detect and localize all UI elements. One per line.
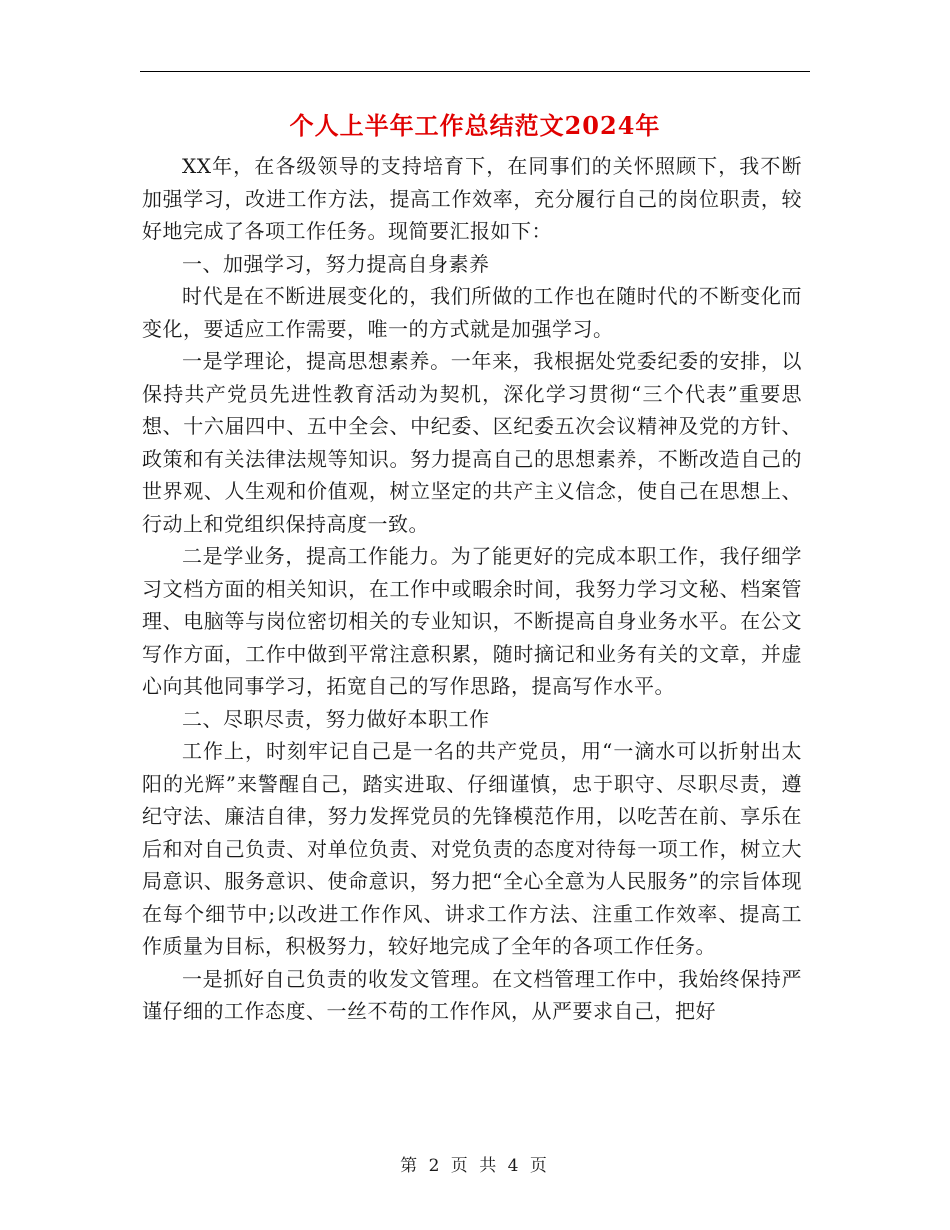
- page-footer: 第 2 页 共 4 页: [400, 1156, 550, 1176]
- section-heading-2: 二、尽职尽责，努力做好本职工作: [182, 706, 490, 731]
- paragraph-intro: XX年，在各级领导的支持培育下，在同事们的关怀照顾下，我不断加强学习，改进工作方法，提高工作效率，充分履行自己的岗位职责，较好地完成了各项工作任务。现简要汇报如下：: [142, 154, 802, 243]
- paragraph: 二是学业务，提高工作能力。为了能更好的完成本职工作，我仔细学习文档方面的相关知识，在工作中或暇余时间，我努力学习文秘、档案管理、电脑等与岗位密切相关的专业知识，不断提高自身业务水平。在公文写作方面，工作中做到平常注意积累，随时摘记和业务有关的文章，并虚心向其他同事学习，拓宽自己的写作思路，提高写作水平。: [142, 544, 802, 698]
- header-rule: [140, 71, 810, 72]
- section-heading-1: 一、加强学习，努力提高自身素养: [182, 251, 490, 276]
- document-title: 个人上半年工作总结范文2024年: [289, 111, 661, 140]
- paragraph: 一是抓好自己负责的收发文管理。在文档管理工作中，我始终保持严谨仔细的工作态度、一丝不苟的工作作风，从严要求自己，把好: [142, 966, 802, 1023]
- paragraph: 工作上，时刻牢记自己是一名的共产党员，用“一滴水可以折射出太阳的光辉”来警醒自己，踏实进取、仔细谨慎，忠于职守、尽职尽责，遵纪守法、廉洁自律，努力发挥党员的先锋模范作用，以吃苦在前、享乐在后和对自己负责、对单位负责、对党负责的态度对待每一项工作，树立大局意识、服务意识、使命意识，努力把“全心全意为人民服务”的宗旨体现在每个细节中;以改进工作作风、讲求工作方法、注重工作效率、提高工作质量为目标，积极努力，较好地完成了全年的各项工作任务。: [142, 739, 802, 958]
- document-body: [142, 150, 802, 1028]
- paragraph: 时代是在不断进展变化的，我们所做的工作也在随时代的不断变化而变化，要适应工作需要，唯一的方式就是加强学习。: [142, 284, 802, 341]
- paragraph: 一是学理论，提高思想素养。一年来，我根据处党委纪委的安排，以保持共产党员先进性教育活动为契机，深化学习贯彻“三个代表”重要思想、十六届四中、五中全会、中纪委、区纪委五次会议精神及党的方针、政策和有关法律法规等知识。努力提高自己的思想素养，不断改造自己的世界观、人生观和价值观，树立坚定的共产主义信念，使自己在思想上、行动上和党组织保持高度一致。: [142, 349, 802, 536]
